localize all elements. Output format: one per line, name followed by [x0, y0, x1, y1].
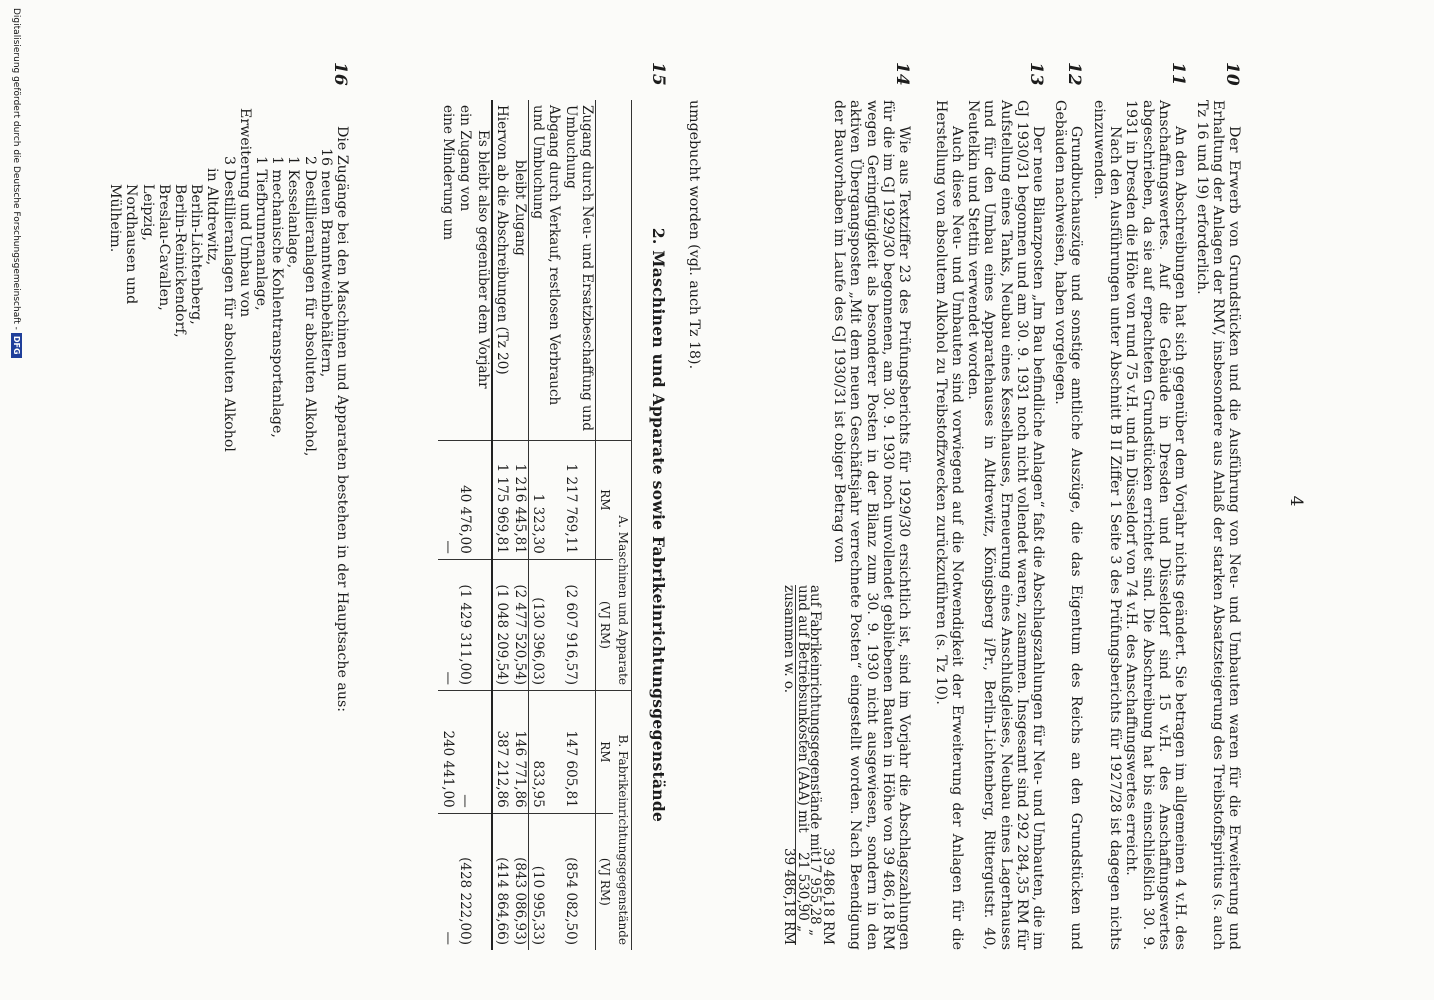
- unit-label: RM: [596, 441, 614, 560]
- list-item: 16 neuen Branntweinbehältern,: [317, 148, 334, 378]
- cell-b-vj: —: [439, 813, 457, 950]
- list-item: 3 Destillieranlagen für absoluten Alkohol: [220, 156, 237, 452]
- add-up-label: zusammen w. o.: [781, 585, 798, 694]
- section-number: 12: [1064, 62, 1084, 86]
- cell-empty: [474, 441, 493, 560]
- section-11-text: [1091, 100, 1188, 950]
- cell-a-vj: (2 477 520,54): [511, 559, 529, 690]
- add-up-block: [783, 585, 834, 945]
- cell-b-vj: (428 222,00): [456, 813, 474, 950]
- table-row: [492, 100, 511, 950]
- add-up-value: 39 486,18 RM: [781, 848, 798, 945]
- paragraph: Auch diese Neu- und Umbauten sind vorwiegend auf die Notwendigkeit der Erweiterung der Anlagen für die Herstellung von absolutem Alkohol zu Treibstoffzwecken zurückzuführen (s. Tz 10).: [932, 100, 965, 950]
- section-number: 11: [1168, 62, 1188, 86]
- col-b-header: B. Fabrikeinrichtungsgegenstände: [614, 691, 632, 950]
- col-a-header: A. Maschinen und Apparate: [614, 441, 632, 691]
- cell-b: 147 605,81: [562, 691, 596, 814]
- table-header-empty: [614, 100, 632, 441]
- list-item: 1 mechanische Kohlentransportanlage,: [269, 156, 286, 438]
- row-label: Es bleibt also gegenüber dem Vorjahr: [475, 130, 491, 389]
- cell-empty: [474, 691, 493, 814]
- section-10-text: [1193, 100, 1242, 950]
- add-up-value: 21 530,90: [794, 852, 811, 921]
- section-14-text: [831, 100, 912, 950]
- section-number: 14: [892, 62, 912, 86]
- cell-a-vj: (1 429 311,00): [456, 559, 474, 690]
- add-up-unit: „: [807, 929, 824, 937]
- credit-text: Digitalisierung gefördert durch die Deutsche Forschungsgemeinschaft -: [11, 8, 22, 330]
- cell-a-vj: (2 607 916,57): [562, 559, 596, 690]
- row-label: Abgang durch Verkauf, restlosen Verbrauch und Umbuchung: [529, 100, 563, 441]
- cell-a-vj: —: [439, 559, 457, 690]
- list-item: Nordhausen und: [123, 184, 140, 305]
- paragraph: Grundbuchauszüge und sonstige amtliche Auszüge, die das Eigentum des Reichs an den Grundstücken und Gebäuden nachweisen, haben vorgelegen.: [1051, 100, 1084, 950]
- add-up-total: [783, 585, 796, 945]
- cell-a: 40 476,00: [456, 441, 474, 560]
- table-row: [562, 100, 596, 950]
- table-unit-row: [596, 100, 614, 950]
- assets-table: [439, 100, 633, 950]
- dfg-logo: DFG: [11, 333, 22, 358]
- row-label: Zugang durch Neu- und Ersatzbeschaffung und Umbuchung: [563, 105, 595, 432]
- list-item: Berlin-Reinickendorf,: [171, 184, 188, 338]
- cell-a: 1 323,30: [529, 441, 563, 560]
- section-title: 2. Maschinen und Apparate sowie Fabrikeinrichtungsgegenstände: [649, 227, 668, 823]
- paragraph: Der neue Bilanzposten „Im Bau befindliche Anlagen“ faßt die Abschlagszahlungen für Neu- und Umbauten, die im GJ 1930/31 begonnen und am 30. 9. 1931 noch nicht vollendet waren, zusammen. Insgesamt sind 292 284,35 RM für Aufstellung eines Tanks, Neubau eines Kesselhauses, Erneuerung eines Anschlußgleises, Neubau eines Lagerhauses und für den Umbau eines Apparatehauses in Altdrewitz, Königsberg i/Pr., Berlin-Lichtenberg, Rittergutstr. 40, Neutelkin und Stettin verwendet worden.: [965, 100, 1046, 950]
- table-row: [511, 100, 529, 950]
- unit-label: (VJ RM): [596, 559, 614, 690]
- list-item: Leipzig,: [139, 184, 156, 242]
- table-header-empty: [596, 100, 614, 441]
- cell-a: —: [439, 441, 457, 560]
- row-label: ein Zugang von: [457, 105, 474, 212]
- page-number: 4: [1286, 495, 1306, 507]
- table-row: [456, 100, 474, 950]
- cell-a: 1 216 445,81: [511, 441, 529, 560]
- table-row: [474, 100, 493, 950]
- table-row: [529, 100, 563, 950]
- list-item: 1 Kesselanlage,: [285, 156, 302, 269]
- unit-label: RM: [596, 691, 614, 814]
- add-up-unit: „: [794, 925, 811, 933]
- cell-empty: [474, 559, 493, 690]
- row-label: bleibt Zugang: [512, 160, 528, 256]
- cell-b: 240 441,00: [439, 691, 457, 814]
- cell-b-vj: (843 086,93): [511, 813, 529, 950]
- section-number: 15: [648, 62, 668, 86]
- table-row: [439, 100, 457, 950]
- section-number: 10: [1222, 62, 1242, 86]
- table-header-row: [614, 100, 632, 950]
- paragraph: An den Abschreibungen hat sich gegenüber dem Vorjahr nichts geändert. Sie betragen im allgemeinen 4 v.H. des Anschaffungswertes. Auf die Gebäude in Dresden und Düsseldorf sind 15 v.H. des Anschaffungswertes abgeschrieben, da sie auf erpachteten Grundstücken errichtet sind. Die Abschreibung hat bis einschließlich 30. 9. 1931 in Dresden die Höhe von rund 75 v.H. und in Düsseldorf von 74 v.H. des Anschaffungswertes erreicht.: [1123, 100, 1188, 950]
- list-item: in Altdrewitz,: [204, 168, 221, 266]
- section-16-list: [107, 100, 350, 950]
- cell-b: —: [456, 691, 474, 814]
- add-up-value: 39 486,18 RM: [820, 848, 836, 945]
- digitization-credit: [11, 8, 22, 358]
- section-number: 13: [1026, 62, 1046, 86]
- add-up-tail: [686, 100, 702, 950]
- unit-label: (VJ RM): [596, 813, 614, 950]
- cell-b: 387 212,86: [492, 691, 511, 814]
- paragraph: Nach den Ausführungen unter Abschnitt B II Ziffer 1 Seite 3 des Prüfungsberichts für 1927/28 ist dagegen nichts einzuwenden.: [1090, 100, 1124, 950]
- section-12-text: [1052, 100, 1084, 950]
- add-up-value: 17 955,28: [807, 856, 824, 925]
- paragraph: Wie aus Textziffer 23 des Prüfungsberichts für 1929/30 ersichtlich ist, sind im Vorjahr die Abschlagszahlungen für die im GJ 1929/30 begonnenen, am 30. 9. 1930 noch unvollendet gebliebenen Bauten in Höhe von 39 486,18 RM wegen Geringfügigkeit als besonderer Posten in der Bilanz zum 30. 9. 1930 nicht ausgewiesen, sondern in den aktiven Übergangsposten „Mit dem neuen Geschäftsjahr verrechnete Posten“ eingestellt worden. Nach Beendigung der Bauvorhaben im Laufe des GJ 1930/31 ist obiger Betrag von: [831, 100, 912, 950]
- paragraph: Der Erwerb von Grundstücken und die Ausführung von Neu- und Umbauten waren für die Erweiterung und Erhaltung der Anlagen der RMV, insbesondere aus Anlaß der starken Absatzsteigerung des Treibstoffspiritus (s. auch Tz 16 und 19) erforderlich.: [1193, 100, 1242, 950]
- add-up-label: und auf Betriebsunkosten (AAA) mit: [794, 585, 811, 833]
- cell-b-vj: (414 864,66): [492, 813, 511, 950]
- cell-b: 146 771,86: [511, 691, 529, 814]
- list-item: 1 Tiefbrunnenanlage,: [252, 156, 269, 311]
- cell-b: 833,95: [529, 691, 563, 814]
- cell-empty: [474, 813, 493, 950]
- section-number: 16: [330, 62, 350, 86]
- cell-b-vj: (10 995,33): [529, 813, 563, 950]
- list-item: 2 Destillieranlagen für absoluten Alkohol,: [301, 156, 318, 457]
- list-intro: Die Zugänge bei den Maschinen und Apparaten bestehen in der Hauptsache aus:: [334, 126, 350, 713]
- list-item: Breslau-Cavallen,: [155, 184, 172, 311]
- cell-a-vj: (130 396,03): [529, 559, 563, 690]
- cell-a: 1 217 769,11: [562, 441, 596, 560]
- cell-a: 1 175 969,81: [492, 441, 511, 560]
- list-item: Erweiterung und Umbau von: [236, 108, 253, 318]
- list-item: Berlin-Lichtenberg,: [188, 184, 205, 325]
- add-up-row: [795, 585, 809, 945]
- cell-a-vj: (1 048 209,54): [492, 559, 511, 690]
- section-13-text: [933, 100, 1046, 950]
- cell-b-vj: (854 082,50): [562, 813, 596, 950]
- paragraph: umgebucht worden (vgl. auch Tz 18).: [686, 100, 702, 370]
- row-label: eine Minderung um: [440, 105, 456, 241]
- row-label: Hiervon ab die Abschreibungen (Tz 20): [492, 100, 511, 441]
- add-up-label: auf Fabrikeinrichtungsgegenstände mit: [807, 585, 824, 857]
- list-item: Mülheim.: [107, 184, 124, 253]
